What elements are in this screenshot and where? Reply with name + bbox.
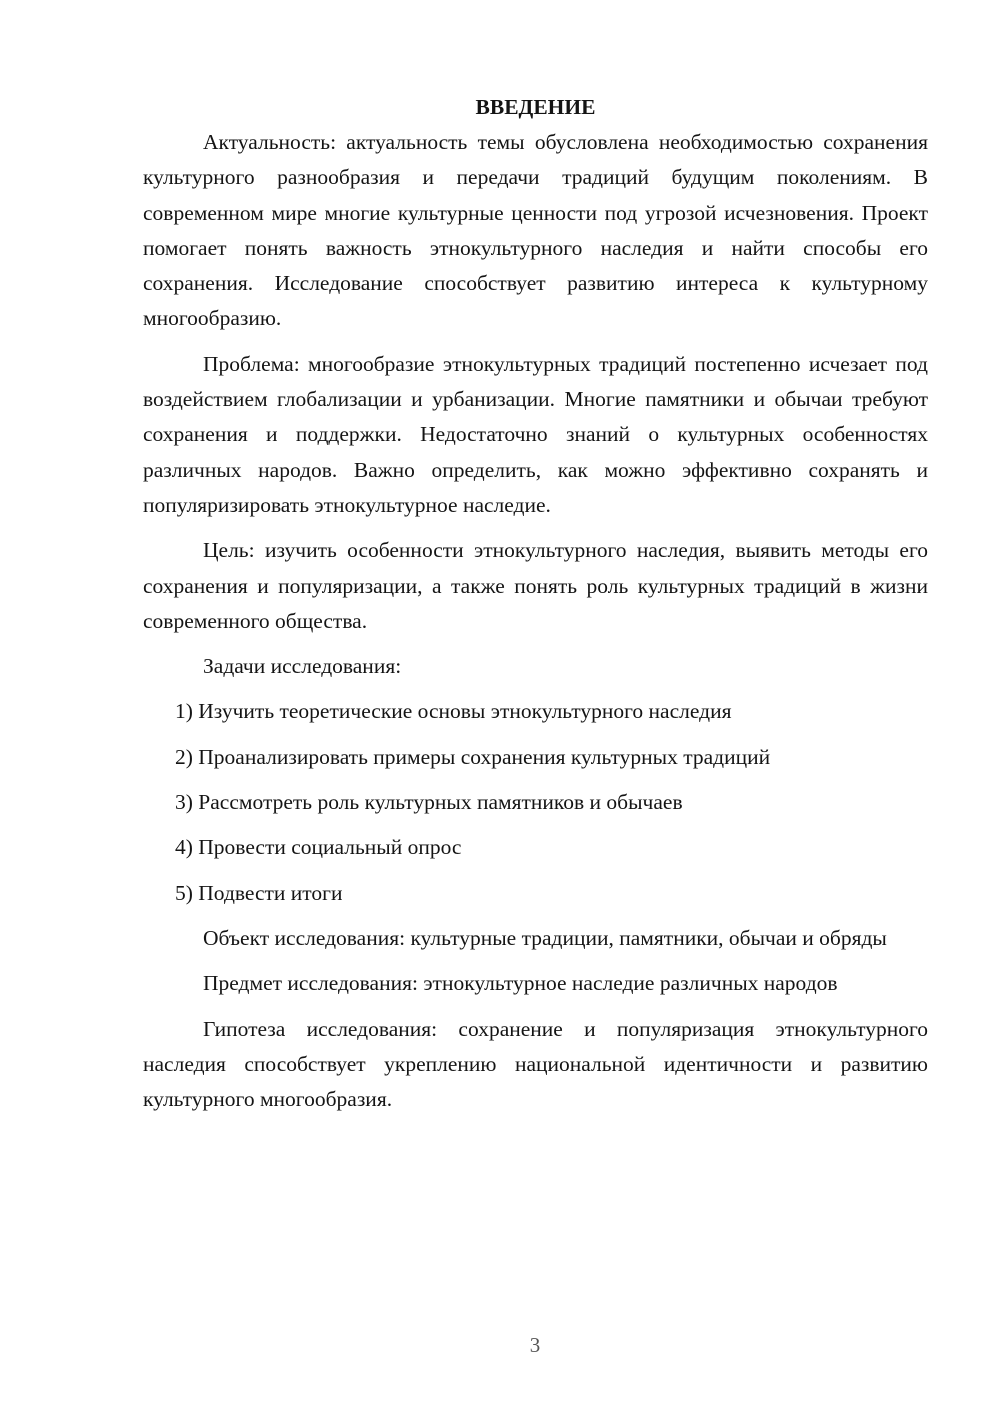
goal-paragraph: Цель: изучить особенности этнокультурного наследия, выявить методы его сохранения и популяризации, а также понять роль культурных традиций в жизни современного общества. [143,538,928,633]
problem-paragraph: Проблема: многообразие этнокультурных традиций постепенно исчезает под воздействием глобализации и урбанизации. Многие памятники и обычаи требуют сохранения и поддержки. Недостаточно знаний о культурных особенностях различных народов. Важно определить, как можно эффективно сохранять и популяризировать этнокультурное наследие. [143,351,928,517]
tasks-list [143,694,928,910]
page-title: ВВЕДЕНИЕ [475,95,596,119]
page-content [143,90,928,1117]
task-item: 3) Рассмотреть роль культурных памятников и обычаев [175,790,683,815]
task-item: 4) Провести социальный опрос [175,835,462,860]
task-item: 1) Изучить теоретические основы этнокультурного наследия [175,699,732,724]
relevance-paragraph: Актуальность: актуальность темы обусловлена необходимостью сохранения культурного разнообразия и передачи традиций будущим поколениям. В современном мире многие культурные ценности под угрозой исчезновения. Проект помогает понять важность этнокультурного наследия и найти способы его сохранения. Исследование способствует развитию интереса к культурному многообразию. [143,130,928,331]
hypothesis-paragraph: Гипотеза исследования: сохранение и популяризация этнокультурного наследия способствует укреплению национальной идентичности и развитию культурного многообразия. [143,1016,928,1112]
task-item: 5) Подвести итоги [175,880,343,905]
page-number: 3 [529,1333,541,1357]
tasks-heading: Задачи исследования: [203,654,402,679]
task-item: 2) Проанализировать примеры сохранения культурных традиций [175,744,771,769]
subject-paragraph: Предмет исследования: этнокультурное наследие различных народов [203,971,838,996]
object-paragraph: Объект исследования: культурные традиции, памятники, обычаи и обряды [203,925,887,950]
